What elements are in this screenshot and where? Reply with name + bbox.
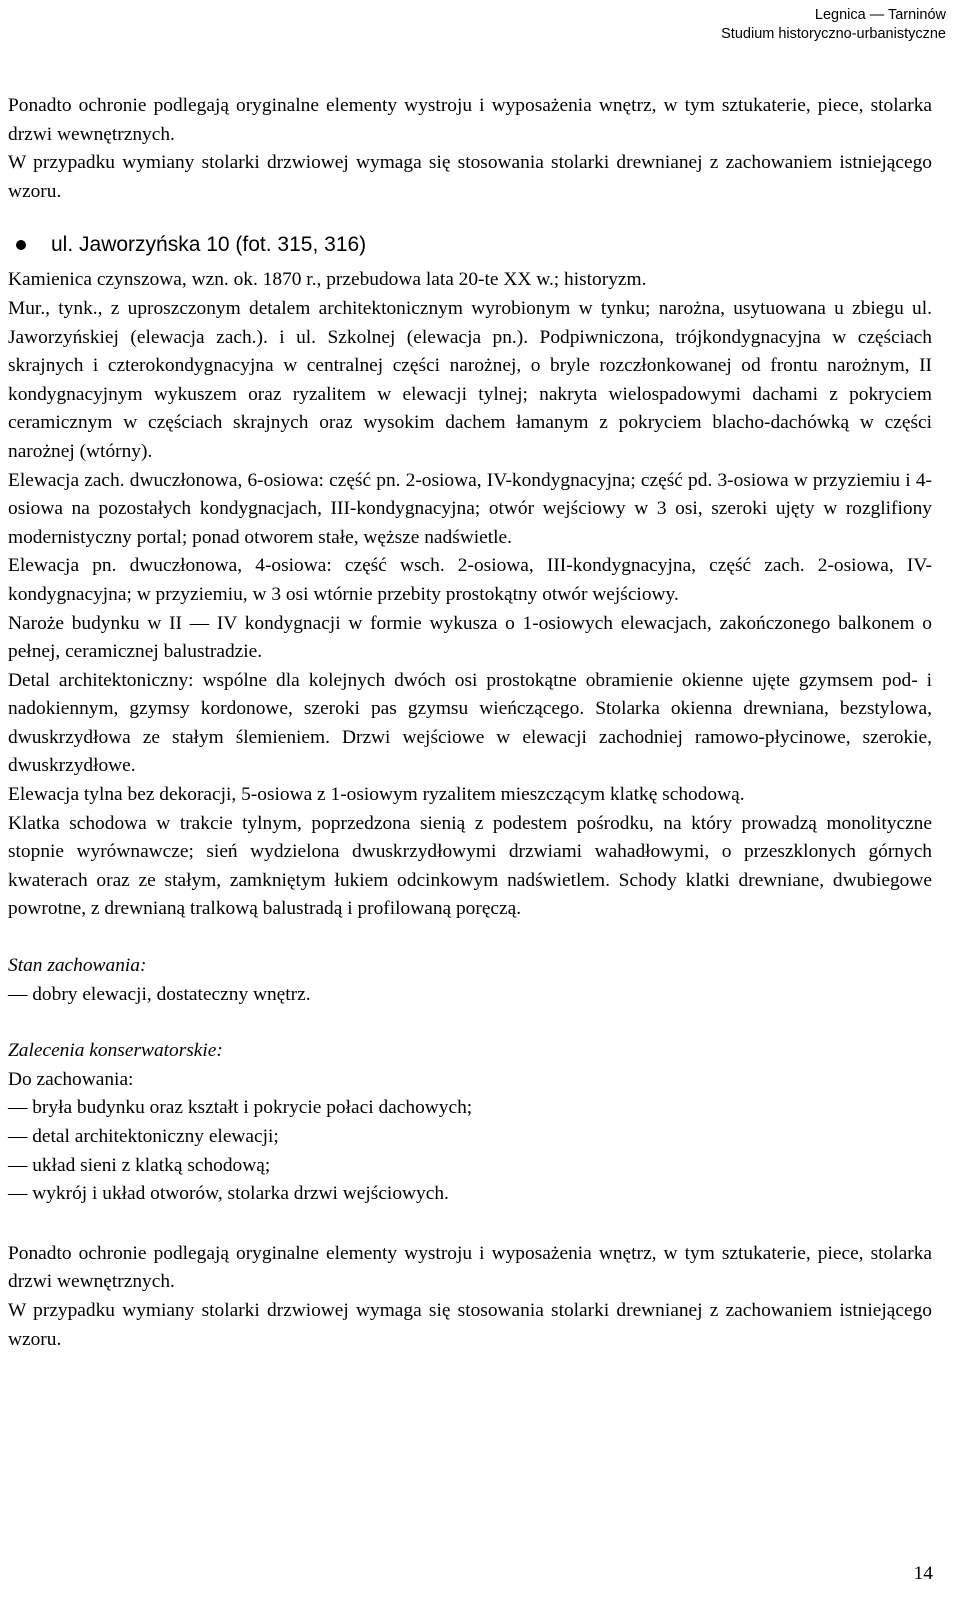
preserve-item: — układ sieni z klatką schodową; [8, 1154, 271, 1176]
entry-construction: Mur., tynk., z uproszczonym detalem architektonicznym wyrobionym w tynku; narożna, usytuowana u zbiegu ul. Jaworzyńskiej (elewacja zach.). i ul. Szkolnej (elewacja pn.). Podpiwniczona, trójkondygnacyjna w częściach skrajnych i czterokondygnacyjna w centralnej części narożnej, o bryle rozczłonkowanej od frontu narożnym, II kondygnacyjnym wykuszem oraz ryzalitem w elewacji tylnej; nakryta wielospadowymi dachami z pokryciem ceramicznym w częściach skrajnych oraz wysokim dachem łamanym z pokryciem blacho-dachówką w części narożnej (wtórny). [8, 297, 932, 462]
page-number: 14 [913, 1563, 933, 1584]
entry-summary: Kamienica czynszowa, wzn. ok. 1870 r., przebudowa lata 20-te XX w.; historyzm. [8, 269, 647, 291]
preserve-item: — wykrój i układ otworów, stolarka drzwi wejściowych. [8, 1183, 449, 1205]
closing-paragraph-1: Ponadto ochronie podlegają oryginalne elementy wystroju i wyposażenia wnętrz, w tym sztukaterie, piece, stolarka drzwi wewnętrznych. [8, 1242, 932, 1293]
condition-label: Stan zachowania: [8, 955, 147, 977]
intro-paragraph-1: Ponadto ochronie podlegają oryginalne elementy wystroju i wyposażenia wnętrz, w tym sztukaterie, piece, stolarka drzwi wewnętrznych. [8, 95, 932, 145]
preserve-item: — bryła budynku oraz kształt i pokrycie połaci dachowych; [8, 1097, 473, 1119]
header-title: Legnica — Tarninów [814, 7, 946, 23]
preserve-item: — detal architektoniczny elewacji; [8, 1126, 279, 1147]
entry-west-facade: Elewacja zach. dwuczłonowa, 6-osiowa: część pn. 2-osiowa, IV-kondygnacyjna; część pd. 3-osiowa w przyziemiu i 4-osiowa na pozostałych kondygnacjach, III-kondygnacyjna; otwór wejściowy w 3 osi, szeroki ujęty w rozglifiony modernistyczny portal; ponad otworem stałe, węższe nadświetle. [8, 469, 932, 548]
page-body [8, 92, 932, 1354]
closing-paragraph-2: W przypadku wymiany stolarki drzwiowej wymaga się stosowania stolarki drewnianej z zachowaniem istniejącego wzoru. [8, 1299, 932, 1350]
entry-heading-row [8, 230, 932, 260]
preserve-label: Do zachowania: [8, 1068, 134, 1090]
condition-text: — dobry elewacji, dostateczny wnętrz. [8, 983, 311, 1005]
recommendations-label: Zalecenia konserwatorskie: [8, 1040, 223, 1062]
intro-paragraph-2: W przypadku wymiany stolarki drzwiowej wymaga się stosowania stolarki drewnianej z zachowaniem istniejącego wzoru. [8, 152, 932, 202]
entry-north-facade: Elewacja pn. dwuczłonowa, 4-osiowa: część wsch. 2-osiowa, III-kondygnacyjna, część zach. 2-osiowa, IV-kondygnacyjna; w przyziemiu, w 3 osi wtórnie przebity prostokątny otwór wejściowy. [8, 555, 932, 605]
entry-detail: Detal architektoniczny: wspólne dla kolejnych dwóch osi prostokątne obramienie okienne ujęte gzymsem pod- i nadokiennym, gzymsy kordonowe, szeroki pas gzymsu wieńczącego. Stolarka okienna drewniana, bezstylowa, dwuskrzydłowa ze stałym ślemieniem. Drzwi wejściowe w elewacji zachodniej ramowo-płycinowe, szerokie, dwuskrzydłowe. [8, 669, 932, 777]
running-header [721, 6, 946, 44]
entry-staircase: Klatka schodowa w trakcie tylnym, poprzedzona sienią z podestem pośrodku, na który prowadzą monolityczne stopnie wyrównawcze; sień wydzielona dwuskrzydłowymi drzwiami wahadłowymi, o przeszklonych górnych kwaterach oraz ze stałym, zamkniętym łukiem odcinkowym nadświetlem. Schody klatki drewniane, dwubiegowe powrotne, z drewnianą tralkową balustradą i profilowaną poręczą. [8, 812, 932, 920]
entry-corner: Naroże budynku w II — IV kondygnacji w formie wykusza o 1-osiowych elewacjach, zakończonego balkonem o pełnej, ceramicznej balustradzie. [8, 612, 932, 663]
entry-heading: ul. Jaworzyńska 10 (fot. 315, 316) [51, 233, 367, 257]
entry-rear-facade: Elewacja tylna bez dekoracji, 5-osiowa z 1-osiowym ryzalitem mieszczącym klatkę schodową. [8, 784, 745, 806]
header-subtitle: Studium historyczno-urbanistyczne [721, 26, 946, 42]
bullet-icon [16, 240, 26, 250]
